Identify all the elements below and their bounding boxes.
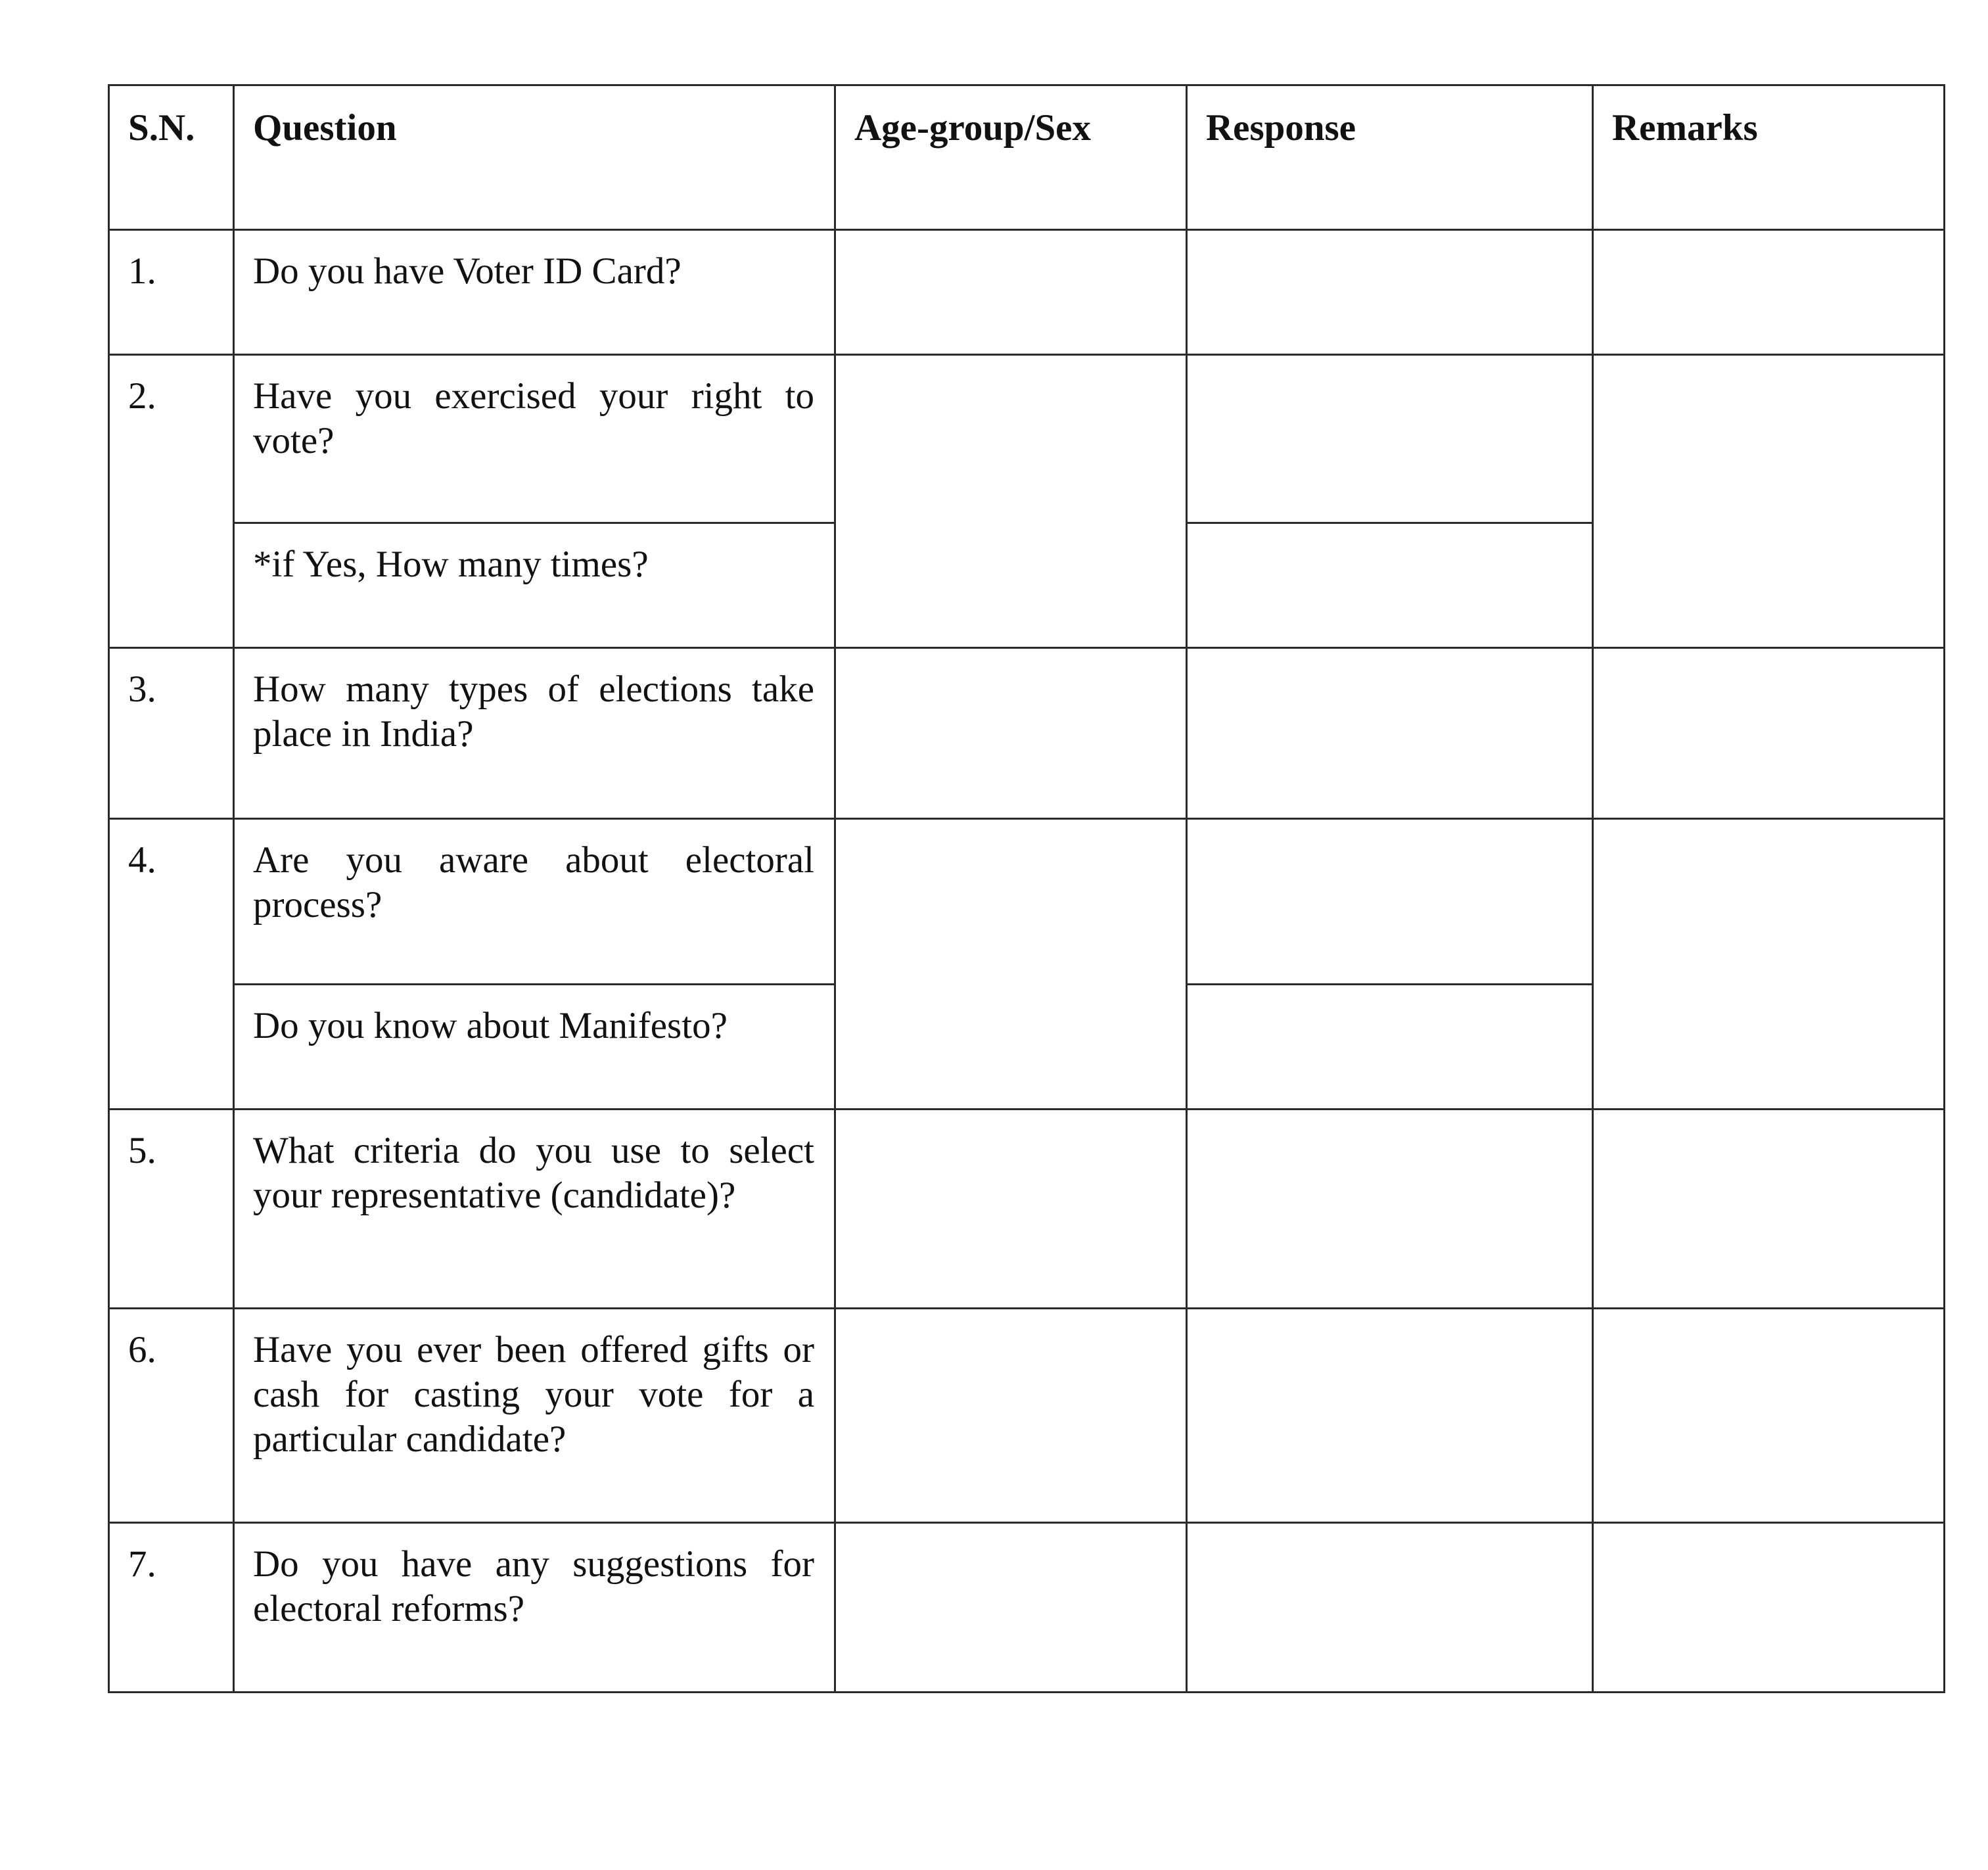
response-cell[interactable] — [1187, 985, 1593, 1110]
table-row — [109, 1523, 1945, 1693]
question-cell: What criteria do you use to select your representative (candidate)? — [234, 1110, 835, 1309]
header-age-group-sex: Age-group/Sex — [835, 85, 1187, 230]
header-remarks: Remarks — [1593, 85, 1945, 230]
question-cell: Are you aware about electoral process? — [234, 819, 835, 985]
sn-cell: 1. — [109, 230, 234, 355]
remarks-cell[interactable] — [1593, 648, 1945, 819]
response-cell[interactable] — [1187, 819, 1593, 985]
question-cell: How many types of elections take place in India? — [234, 648, 835, 819]
question-cell: Have you exercised your right to vote? — [234, 355, 835, 523]
sn-cell: 6. — [109, 1309, 234, 1523]
age-group-sex-cell[interactable] — [835, 1523, 1187, 1693]
table-row — [109, 648, 1945, 819]
response-cell[interactable] — [1187, 1110, 1593, 1309]
age-group-sex-cell[interactable] — [835, 819, 1187, 1110]
response-cell[interactable] — [1187, 648, 1593, 819]
response-cell[interactable] — [1187, 230, 1593, 355]
age-group-sex-cell[interactable] — [835, 1309, 1187, 1523]
questionnaire-sheet — [108, 84, 1945, 1693]
question-cell: *if Yes, How many times? — [234, 523, 835, 648]
remarks-cell[interactable] — [1593, 1110, 1945, 1309]
question-cell: Do you know about Manifesto? — [234, 985, 835, 1110]
header-question: Question — [234, 85, 835, 230]
sn-cell: 2. — [109, 355, 234, 648]
questionnaire-table — [108, 84, 1945, 1693]
remarks-cell[interactable] — [1593, 355, 1945, 648]
header-sn: S.N. — [109, 85, 234, 230]
table-row — [109, 355, 1945, 523]
remarks-cell[interactable] — [1593, 819, 1945, 1110]
sn-cell: 7. — [109, 1523, 234, 1693]
sn-cell: 3. — [109, 648, 234, 819]
response-cell[interactable] — [1187, 355, 1593, 523]
response-cell[interactable] — [1187, 1523, 1593, 1693]
question-cell: Do you have any suggestions for electoral reforms? — [234, 1523, 835, 1693]
question-cell: Have you ever been offered gifts or cash for casting your vote for a particular candidate? — [234, 1309, 835, 1523]
age-group-sex-cell[interactable] — [835, 355, 1187, 648]
table-header-row — [109, 85, 1945, 230]
age-group-sex-cell[interactable] — [835, 648, 1187, 819]
response-cell[interactable] — [1187, 1309, 1593, 1523]
table-row — [109, 1110, 1945, 1309]
remarks-cell[interactable] — [1593, 1309, 1945, 1523]
header-response: Response — [1187, 85, 1593, 230]
question-cell: Do you have Voter ID Card? — [234, 230, 835, 355]
remarks-cell[interactable] — [1593, 1523, 1945, 1693]
age-group-sex-cell[interactable] — [835, 1110, 1187, 1309]
table-row — [109, 819, 1945, 985]
sn-cell: 4. — [109, 819, 234, 1110]
table-row — [109, 230, 1945, 355]
age-group-sex-cell[interactable] — [835, 230, 1187, 355]
response-cell[interactable] — [1187, 523, 1593, 648]
table-row — [109, 1309, 1945, 1523]
sn-cell: 5. — [109, 1110, 234, 1309]
remarks-cell[interactable] — [1593, 230, 1945, 355]
